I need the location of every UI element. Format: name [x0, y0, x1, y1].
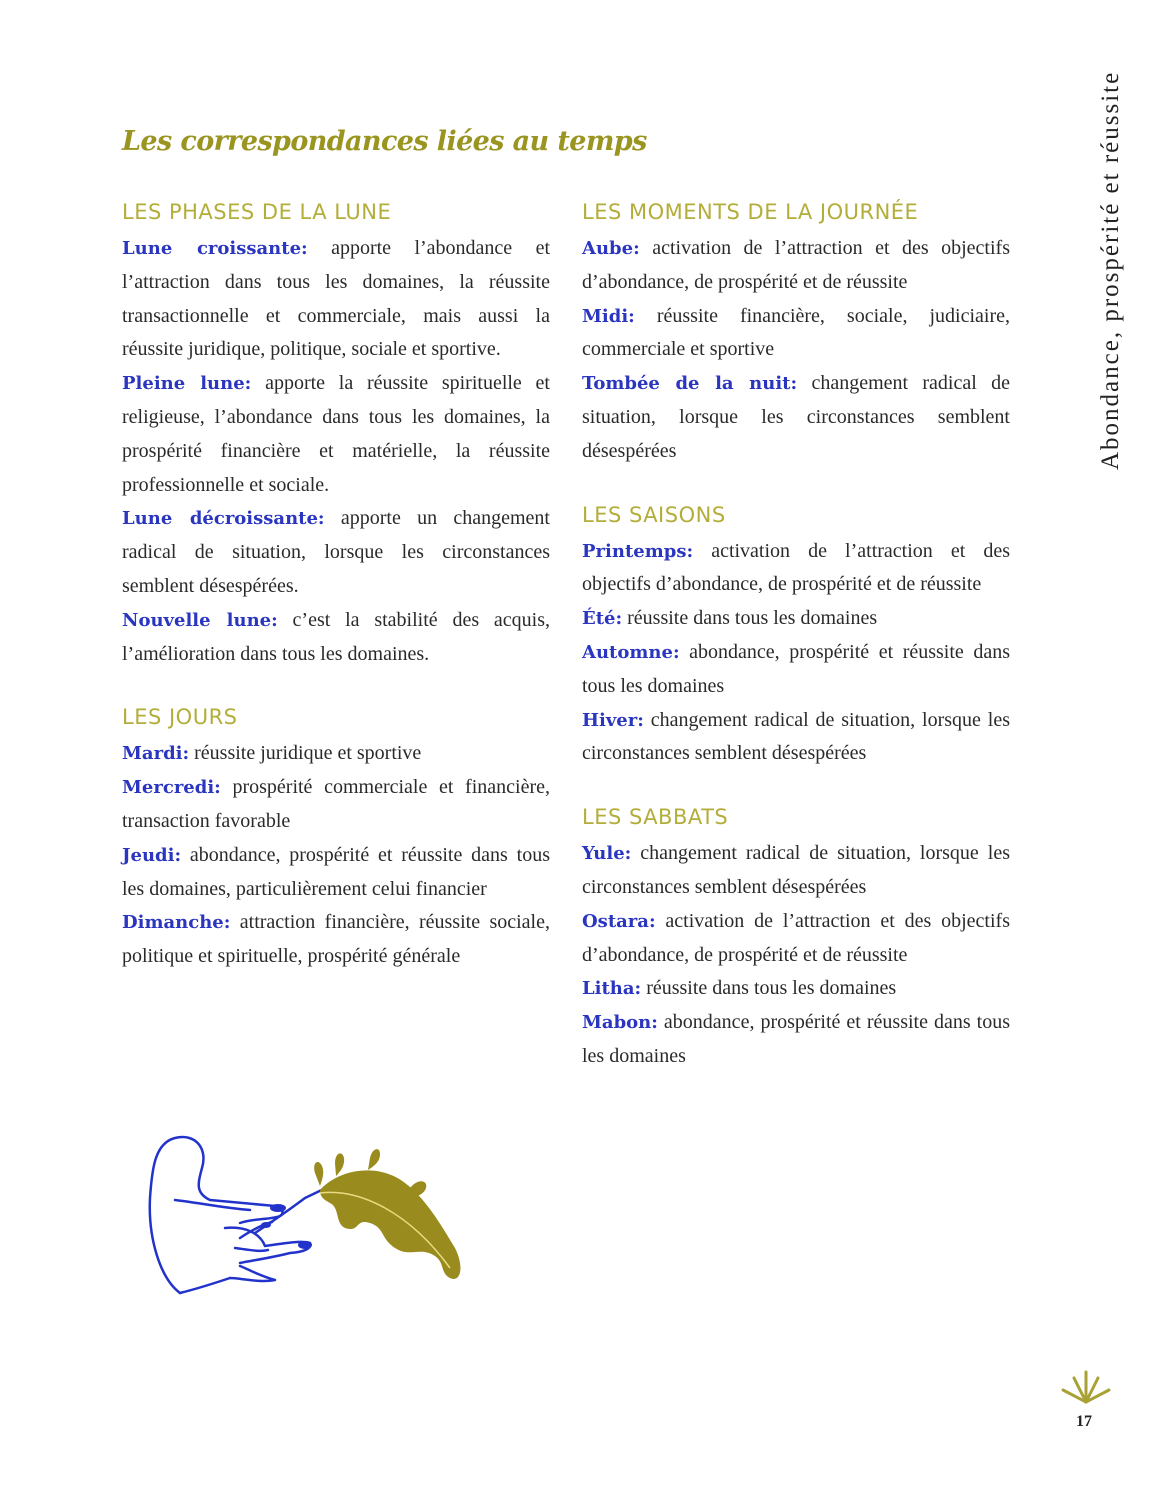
section-times-of-day: [582, 196, 1010, 469]
entry: [122, 737, 550, 771]
entry-term: Mabon:: [582, 1012, 658, 1034]
entry: [582, 704, 1010, 772]
section-sabbats: [582, 801, 1010, 1074]
entry: [122, 839, 550, 907]
entry-text: attraction financière, réussite sociale, politique et spirituelle, prospérité générale: [122, 911, 550, 968]
fan-rays-icon: [1058, 1366, 1114, 1406]
entry-text: apporte l’abondance et l’attraction dans tous les domaines, la réussite transactionnelle et commerciale, mais aussi la réussite juridique, politique, sociale et sportive.: [122, 237, 550, 361]
entry: [582, 602, 1010, 636]
entry-term: Aube:: [582, 238, 640, 259]
right-column: [582, 196, 1010, 1104]
entry-term: Litha:: [582, 978, 642, 1000]
entry-text: apporte un changement radical de situation, lorsque les circonstances semblent désespérées.: [122, 507, 550, 597]
section-moon-phases: [122, 196, 550, 671]
section-heading: LES SAISONS: [582, 502, 726, 527]
entry-term: Tombée de la nuit:: [582, 373, 798, 395]
entry-text: prospérité commerciale et financière, transaction favorable: [122, 776, 550, 832]
entry-term: Automne:: [582, 641, 680, 663]
entry-text: changement radical de situation, lorsque les circonstances semblent désespérées: [582, 708, 1010, 765]
entry-text: apporte la réussite spirituelle et religieuse, l’abondance dans tous les domaines, la prospérité financière et matérielle, la réussite professionnelle et sociale.: [122, 372, 550, 496]
entry: [582, 232, 1010, 300]
entry-term: Lune croissante:: [122, 238, 308, 259]
entry-text: abondance, prospérité et réussite dans tous les domaines: [582, 640, 1010, 697]
entry: [122, 502, 550, 603]
entry-term: Ostara:: [582, 910, 656, 932]
entry-term: Dimanche:: [122, 912, 231, 934]
section-heading: LES JOURS: [122, 705, 238, 730]
entry-text: activation de l’attraction et des objectifs d’abondance, de prospérité et de réussite: [582, 909, 1010, 966]
entry-term: Midi:: [582, 305, 635, 327]
entry-term: Mardi:: [122, 743, 190, 765]
left-column: [122, 196, 550, 1004]
hand-holding-feather-icon: [140, 1128, 470, 1298]
entry-term: Lune décroissante:: [122, 508, 325, 530]
section-days: [122, 701, 550, 974]
entry-term: Mercredi:: [122, 777, 221, 799]
entry-text: changement radical de situation, lorsque les circonstances semblent désespérées: [582, 372, 1010, 462]
entry: [122, 771, 550, 839]
entry-term: Été:: [582, 608, 623, 630]
entry: [582, 1006, 1010, 1074]
entry-text: changement radical de situation, lorsque les circonstances semblent désespérées: [582, 842, 1010, 898]
entry: [582, 905, 1010, 973]
entry: [122, 367, 550, 502]
entry-term: Yule:: [582, 843, 632, 865]
entry-term: Jeudi:: [122, 844, 182, 866]
entry-term: Hiver:: [582, 709, 644, 731]
section-heading: LES MOMENTS DE LA JOURNÉE: [582, 200, 919, 224]
section-seasons: [582, 499, 1010, 772]
page-title: Les correspondances liées au temps: [122, 126, 647, 157]
entry-text: réussite dans tous les domaines: [622, 607, 878, 630]
entry-text: réussite dans tous les domaines: [641, 977, 897, 1000]
entry-term: Printemps:: [582, 540, 694, 562]
entry-text: activation de l’attraction et des objectifs d’abondance, de prospérité et de réussite: [582, 237, 1010, 293]
entry: [582, 837, 1010, 905]
entry: [582, 636, 1010, 704]
entry-text: réussite financière, sociale, judiciaire, commerciale et sportive: [582, 304, 1010, 361]
entry-term: Pleine lune:: [122, 373, 252, 395]
entry: [582, 367, 1010, 468]
entry-text: activation de l’attraction et des objectifs d’abondance, de prospérité et de réussite: [582, 539, 1010, 596]
section-heading: LES SABBATS: [582, 805, 729, 830]
entry: [582, 972, 1010, 1006]
entry-text: c’est la stabilité des acquis, l’amélioration dans tous les domaines.: [122, 608, 550, 665]
entry: [122, 232, 550, 367]
running-header-vertical: Abondance, prospérité et réussite: [1097, 70, 1124, 470]
entry: [122, 906, 550, 974]
entry: [122, 604, 550, 672]
entry-text: abondance, prospérité et réussite dans tous les domaines, particulièrement celui financier: [122, 843, 550, 900]
entry: [582, 535, 1010, 603]
entry-term: Nouvelle lune:: [122, 609, 278, 631]
page-number: 17: [1076, 1413, 1092, 1430]
section-heading: LES PHASES DE LA LUNE: [122, 200, 392, 224]
entry-text: abondance, prospérité et réussite dans tous les domaines: [582, 1011, 1010, 1067]
entry-text: réussite juridique et sportive: [189, 742, 422, 765]
entry: [582, 300, 1010, 368]
